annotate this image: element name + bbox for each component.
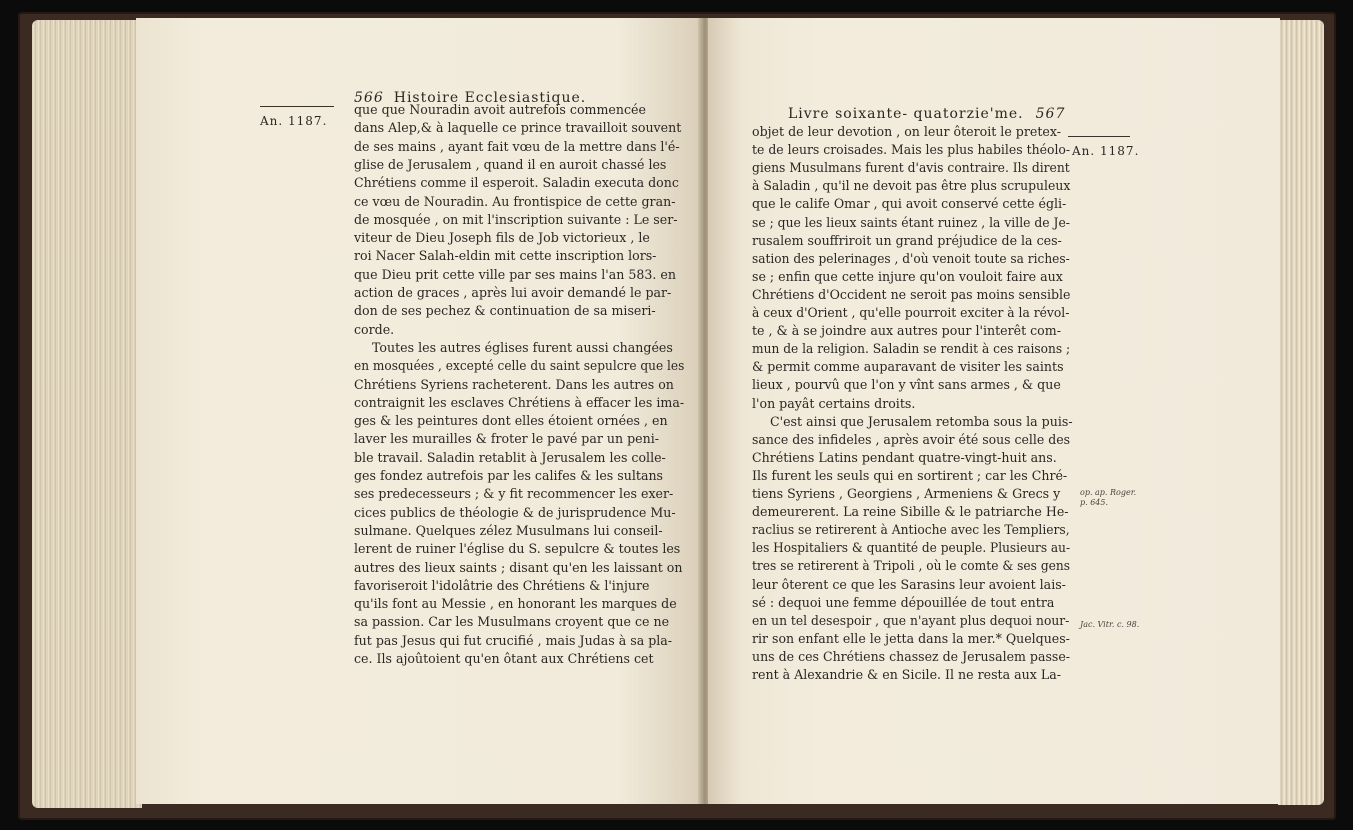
- right-text-line: giens Musulmans furent d'avis contraire. Ils dirent: [752, 160, 1070, 176]
- right-text-line: sé : dequoi une femme dépouillée de tout entra: [752, 594, 1055, 610]
- right-text-line: uns de ces Chrétiens chassez de Jerusalem passe-: [752, 648, 1071, 664]
- right-text-line: te de leurs croisades. Mais les plus habiles théolo-: [752, 142, 1071, 158]
- right-text-line: en un tel desespoir , que n'ayant plus dequoi nour-: [752, 612, 1070, 628]
- right-text-line: se ; enfin que cette injure qu'on vouloit faire aux: [752, 268, 1063, 284]
- right-running-title: Livre soixante- quatorzie'me.: [788, 106, 1024, 122]
- right-page-number: 567: [1035, 106, 1066, 122]
- right-text-line: C'est ainsi que Jerusalem retomba sous la puis-: [770, 413, 1073, 429]
- left-text-line: dans Alep,& à laquelle ce prince travailloit souvent: [354, 120, 682, 136]
- right-margin-rule: [1068, 136, 1130, 137]
- right-text-line: rir son enfant elle le jetta dans la mer.* Quelques-: [752, 630, 1070, 646]
- left-page-number: 566: [354, 90, 384, 106]
- left-text-line: que que Nouradin avoit autrefois commencée: [354, 102, 646, 117]
- left-margin-year: An. 1187.: [260, 114, 328, 128]
- left-text-line: Chrétiens Syriens racheterent. Dans les autres on: [354, 376, 674, 392]
- right-margin-year: An. 1187.: [1072, 144, 1140, 158]
- left-text-line: don de ses pechez & continuation de sa miseri-: [354, 303, 656, 319]
- right-text-line: tres se retirerent à Tripoli , où le comte & ses gens: [752, 558, 1071, 574]
- left-text-line: de ses mains , ayant fait vœu de la mettre dans l'é-: [354, 138, 680, 154]
- right-page: [708, 18, 1280, 804]
- left-text-line: corde.: [354, 321, 395, 337]
- left-text-line: ce vœu de Nouradin. Au frontispice de cette gran-: [354, 193, 676, 209]
- right-text-line: Chrétiens d'Occident ne seroit pas moins sensible: [752, 286, 1071, 302]
- left-text-line: ble travail. Saladin retablit à Jerusalem les colle-: [354, 449, 666, 465]
- left-text-line: contraignit les esclaves Chrétiens à effacer les ima-: [354, 394, 685, 410]
- right-text-line: tiens Syriens , Georgiens , Armeniens & Grecs y: [752, 486, 1061, 501]
- left-text-line: sa passion. Car les Musulmans croyent que ce ne: [354, 614, 670, 630]
- left-text-line: action de graces , après lui avoir demandé le par-: [354, 285, 672, 300]
- left-text-line: glise de Jerusalem , quand il en auroit chassé les: [354, 156, 667, 172]
- left-text-line: ce. Ils ajoûtoient qu'en ôtant aux Chrétiens cet: [354, 651, 654, 666]
- right-text-line: que le calife Omar , qui avoit conservé cette égli-: [752, 196, 1067, 212]
- right-text-line: rusalem souffriroit un grand préjudice de la ces-: [752, 232, 1062, 248]
- left-text-line: ses predecesseurs ; & y fit recommencer les exer-: [354, 486, 674, 502]
- left-text-line: laver les murailles & froter le pavé par un peni-: [354, 431, 660, 447]
- margin-note-ref-3: Jac. Vitr. c. 98.: [1080, 620, 1140, 629]
- right-text-line: sation des pelerinages , d'où venoit toute sa riches-: [752, 250, 1070, 266]
- left-text-line: en mosquées , excepté celle du saint sepulcre que les: [354, 358, 685, 374]
- right-page-edges: [1278, 20, 1324, 805]
- left-text-line: cices publics de théologie & de jurisprudence Mu-: [354, 504, 676, 520]
- right-text-line: se ; que les lieux saints étant ruinez , la ville de Je-: [752, 214, 1070, 230]
- left-text-line: de mosquée , on mit l'inscription suivante : Le ser-: [354, 211, 678, 227]
- left-margin-rule: [260, 106, 334, 107]
- left-page-edges: [32, 20, 142, 808]
- left-text-line: autres des lieux saints ; disant qu'en les laissant on: [354, 559, 683, 575]
- right-text-line: raclius se retirerent à Antioche avec les Templiers,: [752, 522, 1070, 538]
- left-text-line: qu'ils font au Messie , en honorant les marques de: [354, 596, 677, 612]
- right-text-line: demeurerent. La reine Sibille & le patriarche He-: [752, 504, 1069, 520]
- right-text-line: rent à Alexandrie & en Sicile. Il ne resta aux La-: [752, 667, 1061, 682]
- right-text-line: l'on payât certains droits.: [752, 395, 916, 411]
- right-text-line: leur ôterent ce que les Sarasins leur avoient lais-: [752, 576, 1066, 592]
- right-text-line: à Saladin , qu'il ne devoit pas être plus scrupuleux: [752, 178, 1071, 194]
- left-text-line: lerent de ruiner l'église du S. sepulcre & toutes les: [354, 541, 681, 557]
- left-text-line: roi Nacer Salah-eldin mit cette inscription lors-: [354, 248, 657, 264]
- left-text-line: que Dieu prit cette ville par ses mains l'an 583. en: [354, 266, 676, 282]
- right-text-line: lieux , pourvû que l'on y vînt sans armes , & que: [752, 377, 1061, 393]
- right-text-line: objet de leur devotion , on leur ôteroit le pretex-: [752, 124, 1061, 139]
- left-text-line: ges & les peintures dont elles étoient ornées , en: [354, 413, 668, 429]
- right-text-line: Chrétiens Latins pendant quatre-vingt-huit ans.: [752, 449, 1057, 465]
- right-text-line: les Hospitaliers & quantité de peuple. Plusieurs au-: [752, 540, 1071, 556]
- left-text-line: sulmane. Quelques zélez Musulmans lui conseil-: [354, 522, 663, 538]
- left-text-line: fut pas Jesus qui fut crucifié , mais Judas à sa pla-: [354, 632, 673, 648]
- left-text-line: favoriseroit l'idolâtrie des Chrétiens & l'injure: [354, 577, 650, 593]
- margin-note-ref-1: op. ap. Roger.: [1080, 488, 1137, 497]
- right-text-line: te , & à se joindre aux autres pour l'interêt com-: [752, 323, 1061, 339]
- right-text-line: mun de la religion. Saladin se rendit à ces raisons ;: [752, 341, 1071, 357]
- right-text-line: sance des infideles , après avoir été sous celle des: [752, 431, 1071, 447]
- right-running-head: [788, 106, 1065, 122]
- left-text-line: viteur de Dieu Joseph fils de Job victorieux , le: [354, 230, 650, 246]
- left-text-line: ges fondez autrefois par les califes & les sultans: [354, 468, 664, 483]
- right-text-line: & permit comme auparavant de visiter les saints: [752, 359, 1064, 375]
- margin-note-ref-2: p. 645.: [1080, 498, 1109, 507]
- left-text-line: Chrétiens comme il esperoit. Saladin executa donc: [354, 175, 679, 191]
- left-text-line: Toutes les autres églises furent aussi changées: [372, 339, 673, 355]
- right-text-line: Ils furent les seuls qui en sortirent ; car les Chré-: [752, 467, 1068, 483]
- left-page: [136, 18, 702, 804]
- left-running-title: Histoire Ecclesiastique.: [393, 90, 587, 106]
- right-text-line: à ceux d'Orient , qu'elle pourroit exciter à la révol-: [752, 305, 1070, 320]
